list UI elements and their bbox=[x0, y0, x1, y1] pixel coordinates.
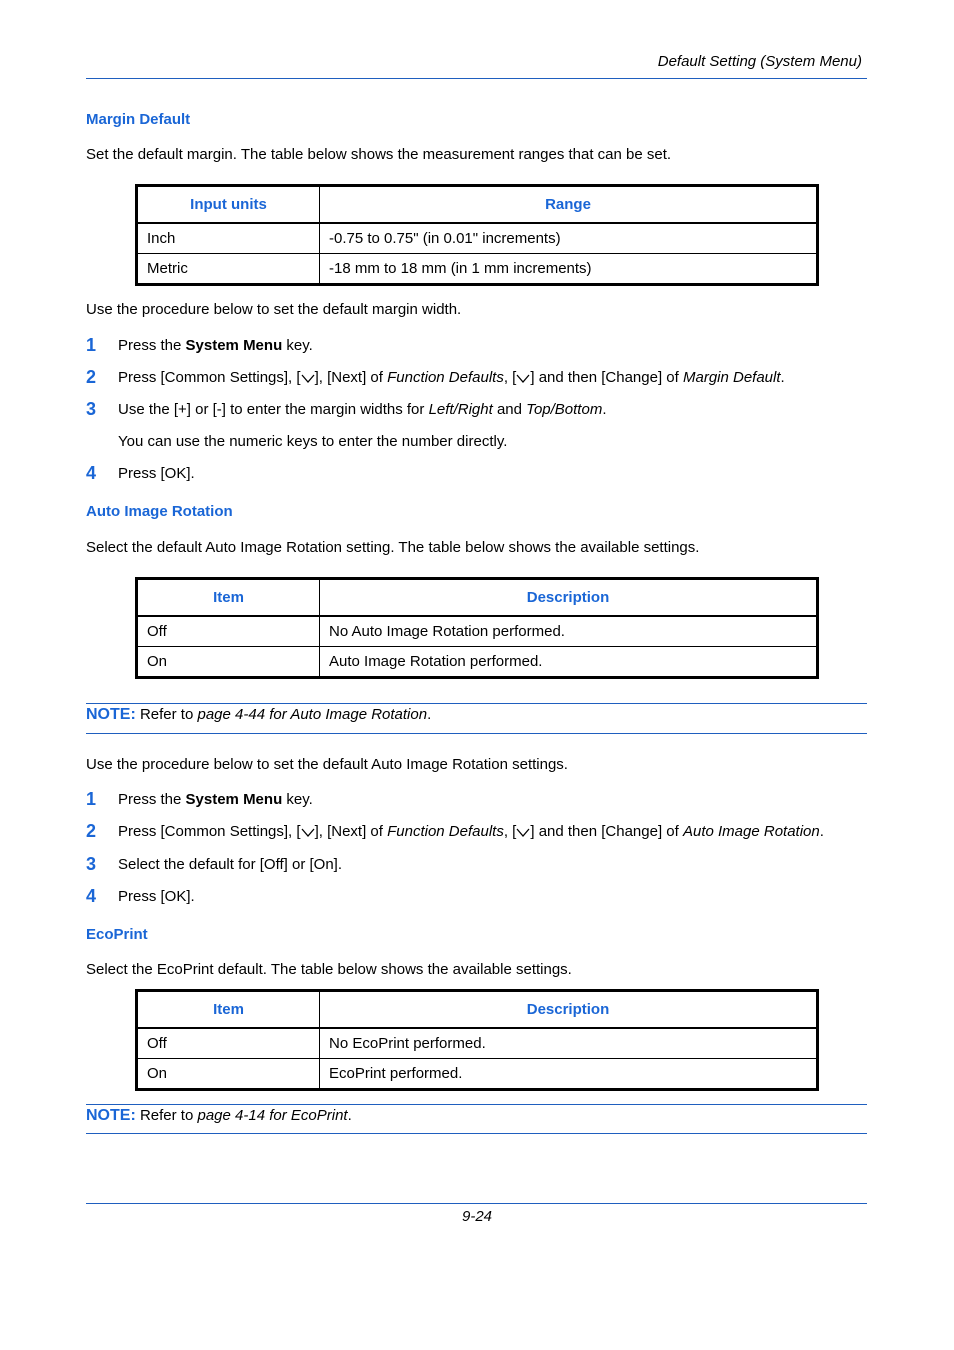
section-heading-ecoprint: EcoPrint bbox=[86, 926, 148, 943]
step-text-italic: Auto Image Rotation bbox=[682, 823, 820, 840]
table-row bbox=[137, 254, 818, 285]
table-cell: -0.75 to 0.75" (in 0.01" increments) bbox=[320, 223, 818, 254]
table-cell: Inch bbox=[137, 223, 320, 254]
note-label: NOTE: bbox=[86, 706, 136, 723]
step-text-part: ] and then [Change] of bbox=[530, 823, 683, 840]
step-text-part: Use the [+] or [-] to enter the margin widths for bbox=[118, 401, 429, 418]
key-name: System Menu bbox=[185, 337, 283, 354]
note-text: Refer to bbox=[135, 706, 198, 723]
step-text-part: and bbox=[492, 401, 527, 418]
section-heading-auto-image-rotation: Auto Image Rotation bbox=[86, 503, 233, 520]
step-text-italic: Left/Right bbox=[428, 401, 493, 418]
running-header: Default Setting (System Menu) bbox=[657, 53, 862, 70]
step-text-part: Press [Common Settings], [ bbox=[118, 369, 301, 386]
section-heading-margin-default: Margin Default bbox=[86, 111, 191, 128]
note-rule-bottom bbox=[86, 733, 867, 734]
table-row bbox=[137, 647, 818, 678]
note-text: . bbox=[427, 706, 432, 723]
table-row bbox=[137, 616, 818, 647]
step-text-part: Press the bbox=[118, 791, 186, 808]
table-header-cell: Input units bbox=[137, 186, 320, 224]
table-row bbox=[137, 223, 818, 254]
footer-rule bbox=[86, 1203, 867, 1204]
table-cell: -18 mm to 18 mm (in 1 mm increments) bbox=[320, 254, 818, 285]
step-text bbox=[118, 823, 824, 840]
table-cell: On bbox=[137, 1059, 320, 1090]
note-text: Refer to bbox=[135, 1107, 198, 1124]
table-header-cell: Description bbox=[320, 991, 818, 1029]
table-header-cell: Description bbox=[320, 579, 818, 617]
note-ecoprint bbox=[86, 1107, 352, 1125]
step-number: 1 bbox=[86, 335, 97, 355]
step-text-part: ], [Next] of bbox=[314, 369, 388, 386]
step-text bbox=[118, 791, 313, 808]
auto-rotation-table bbox=[135, 577, 819, 679]
table-header-cell: Range bbox=[320, 186, 818, 224]
step-text-part: ], [Next] of bbox=[314, 823, 388, 840]
step-text-part: , [ bbox=[503, 369, 517, 386]
step-number: 2 bbox=[86, 821, 97, 841]
step-text: Press [OK]. bbox=[118, 888, 195, 905]
step-text-italic: Top/Bottom bbox=[526, 401, 603, 418]
table-cell: Off bbox=[137, 1028, 320, 1059]
chevron-down-icon bbox=[301, 372, 315, 384]
table-cell: Off bbox=[137, 616, 320, 647]
margin-range-table bbox=[135, 184, 819, 286]
step-number: 3 bbox=[86, 854, 97, 874]
step-text-part: . bbox=[819, 823, 824, 840]
table-header-cell: Item bbox=[137, 991, 320, 1029]
chevron-down-icon bbox=[301, 826, 315, 838]
step-number: 4 bbox=[86, 463, 97, 483]
table-cell: No Auto Image Rotation performed. bbox=[320, 616, 818, 647]
step-text: Select the default for [Off] or [On]. bbox=[118, 856, 343, 873]
step-text-part: . bbox=[602, 401, 607, 418]
auto-rotation-intro: Select the default Auto Image Rotation setting. The table below shows the available settings. bbox=[86, 539, 700, 556]
note-text: . bbox=[347, 1107, 352, 1124]
margin-procedure-intro: Use the procedure below to set the default margin width. bbox=[86, 301, 462, 318]
table-row bbox=[137, 1059, 818, 1090]
step-text bbox=[118, 401, 607, 418]
step-text-part: Press the bbox=[118, 337, 186, 354]
step-text-part: , [ bbox=[503, 823, 517, 840]
step-text: Press [OK]. bbox=[118, 465, 195, 482]
auto-rotation-procedure-intro: Use the procedure below to set the default Auto Image Rotation settings. bbox=[86, 756, 568, 773]
note-rule-bottom bbox=[86, 1133, 867, 1134]
table-header-row bbox=[137, 579, 818, 617]
chevron-down-icon bbox=[516, 372, 530, 384]
ecoprint-table bbox=[135, 989, 819, 1091]
header-rule bbox=[86, 78, 867, 79]
note-label: NOTE: bbox=[86, 1107, 136, 1124]
chevron-down-icon bbox=[516, 826, 530, 838]
step-text-part: ] and then [Change] of bbox=[530, 369, 683, 386]
table-cell: Auto Image Rotation performed. bbox=[320, 647, 818, 678]
note-page-reference[interactable]: page 4-44 for Auto Image Rotation bbox=[197, 706, 428, 723]
page-number: 9-24 bbox=[461, 1208, 493, 1225]
table-row bbox=[137, 1028, 818, 1059]
table-cell: Metric bbox=[137, 254, 320, 285]
step-text-part: Press [Common Settings], [ bbox=[118, 823, 301, 840]
step-text-part: key. bbox=[282, 337, 313, 354]
step-number: 2 bbox=[86, 367, 97, 387]
step-text-italic: Function Defaults bbox=[387, 369, 504, 386]
step-number: 1 bbox=[86, 789, 97, 809]
table-cell: On bbox=[137, 647, 320, 678]
step-text bbox=[118, 369, 785, 386]
step-text-italic: Margin Default bbox=[682, 369, 781, 386]
step-number: 4 bbox=[86, 886, 97, 906]
note-page-reference[interactable]: page 4-14 for EcoPrint bbox=[197, 1107, 348, 1124]
table-header-cell: Item bbox=[137, 579, 320, 617]
table-header-row bbox=[137, 991, 818, 1029]
step-number: 3 bbox=[86, 399, 97, 419]
table-cell: No EcoPrint performed. bbox=[320, 1028, 818, 1059]
table-cell: EcoPrint performed. bbox=[320, 1059, 818, 1090]
step-text-part: key. bbox=[282, 791, 313, 808]
note-auto-rotation bbox=[86, 706, 431, 724]
key-name: System Menu bbox=[185, 791, 283, 808]
ecoprint-intro: Select the EcoPrint default. The table below shows the available settings. bbox=[86, 961, 572, 978]
margin-intro: Set the default margin. The table below shows the measurement ranges that can be set. bbox=[86, 146, 672, 163]
step-text bbox=[118, 337, 313, 354]
note-rule-top bbox=[86, 1104, 867, 1105]
note-rule-top bbox=[86, 703, 867, 704]
step-text-italic: Function Defaults bbox=[387, 823, 504, 840]
step-subtext: You can use the numeric keys to enter the number directly. bbox=[118, 433, 508, 450]
table-header-row bbox=[137, 186, 818, 224]
step-text-part: . bbox=[780, 369, 785, 386]
